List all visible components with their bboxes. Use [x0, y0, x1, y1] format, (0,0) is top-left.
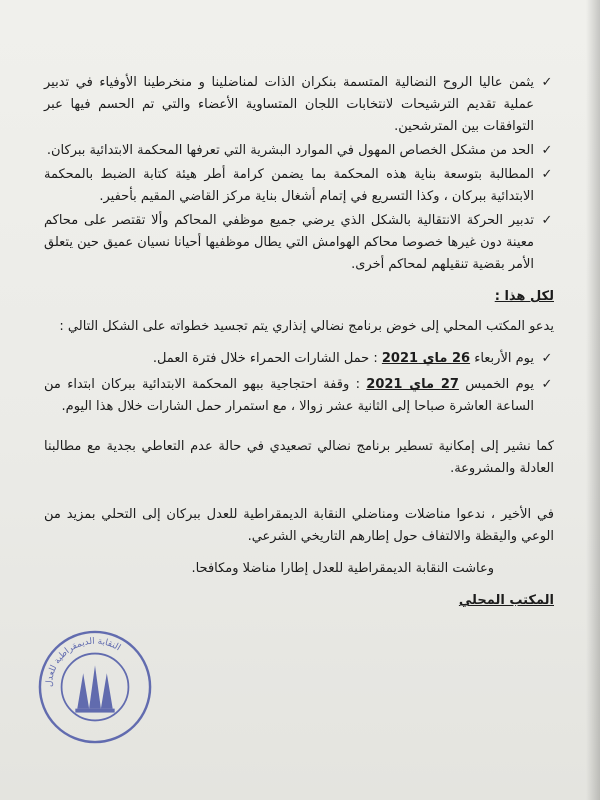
- schedule-date: 26 ماي 2021: [381, 351, 471, 366]
- section-heading: لكل هذا :: [494, 289, 554, 304]
- list-item: ✓ يثمن عاليا الروح النضالية المتسمة بنكران الذات لمناضلينا و منخرطينا الأوفياء في تدبير عملية تقديم الترشيحات لانتخابات اللجان المتساوية الأعضاء والتي تم الحسم فيها عبر التوافقات بين المترشحين.: [44, 72, 554, 138]
- stamp-ring-text: النقابة الديمقراطية للعدل: [44, 636, 123, 688]
- schedule-item: ✓ يوم الأربعاء 26 ماي 2021 : حمل الشارات الحمراء خلال فترة العمل.: [44, 348, 554, 370]
- checkmark-icon: ✓: [541, 213, 553, 228]
- list-item: ✓ المطالبة بتوسعة بناية هذه المحكمة بما يضمن كرامة أطر هيئة كتابة الضبط بالمحكمة الابتدائية ببركان ، وكذا التسريع في إتمام أشغال بناية مركز القاضي المقيم بأحفير.: [44, 164, 554, 208]
- document-body: [44, 72, 554, 612]
- checkmark-icon: ✓: [541, 167, 553, 182]
- list-item: ✓ تدبير الحركة الانتقالية بالشكل الذي يرضي جميع موظفي المحاكم وألا تقتصر على محاكم معينة دون غيرها خصوصا محاكم الهوامش التي يطال موظفيها أحيانا نسيان عميق حين يتعلق الأمر بقضية تنقيلهم لمحاكم أخرى.: [44, 210, 554, 276]
- schedule-list: [44, 348, 554, 418]
- checkmark-icon: ✓: [541, 377, 553, 392]
- checkmark-icon: ✓: [541, 75, 553, 90]
- signature-title: المكتب المحلي: [458, 593, 554, 608]
- page-edge-shadow: [586, 0, 600, 800]
- checkmark-icon: ✓: [541, 143, 553, 158]
- list-item: ✓ الحد من مشكل الخصاص المهول في الموارد البشرية التي تعرفها المحكمة الابتدائية ببركان.: [44, 140, 554, 162]
- closing-paragraph: في الأخير ، ندعوا مناضلات ومناضلي النقابة الديمقراطية للعدل ببركان إلى التحلي بمزيد من الوعي واليقظة والالتفاف حول إطارهم التاريخي الشرعي.: [44, 507, 554, 544]
- union-stamp-icon: [36, 628, 154, 746]
- call-paragraph: يدعو المكتب المحلي إلى خوض برنامج نضالي إنذاري يتم تجسيد خطواته على الشكل التالي :: [59, 319, 554, 334]
- schedule-item: ✓ يوم الخميس 27 ماي 2021 : وقفة احتجاجية ببهو المحكمة الابتدائية ببركان ابتداء من الساعة العاشرة صباحا إلى الثانية عشر زوالا ، مع استمرار حمل الشارات خلال هذا اليوم.: [44, 374, 554, 418]
- schedule-date: 27 ماي 2021: [366, 377, 459, 392]
- checkmark-icon: ✓: [541, 351, 553, 366]
- escalation-paragraph: كما نشير إلى إمكانية تسطير برنامج نضالي تصعيدي في حالة عدم التعاطي بجدية مع مطالبنا العادلة والمشروعة.: [44, 439, 554, 476]
- slogan-line: وعاشت النقابة الديمقراطية للعدل إطارا مناضلا ومكافحا.: [191, 561, 494, 576]
- intro-list: [44, 72, 554, 276]
